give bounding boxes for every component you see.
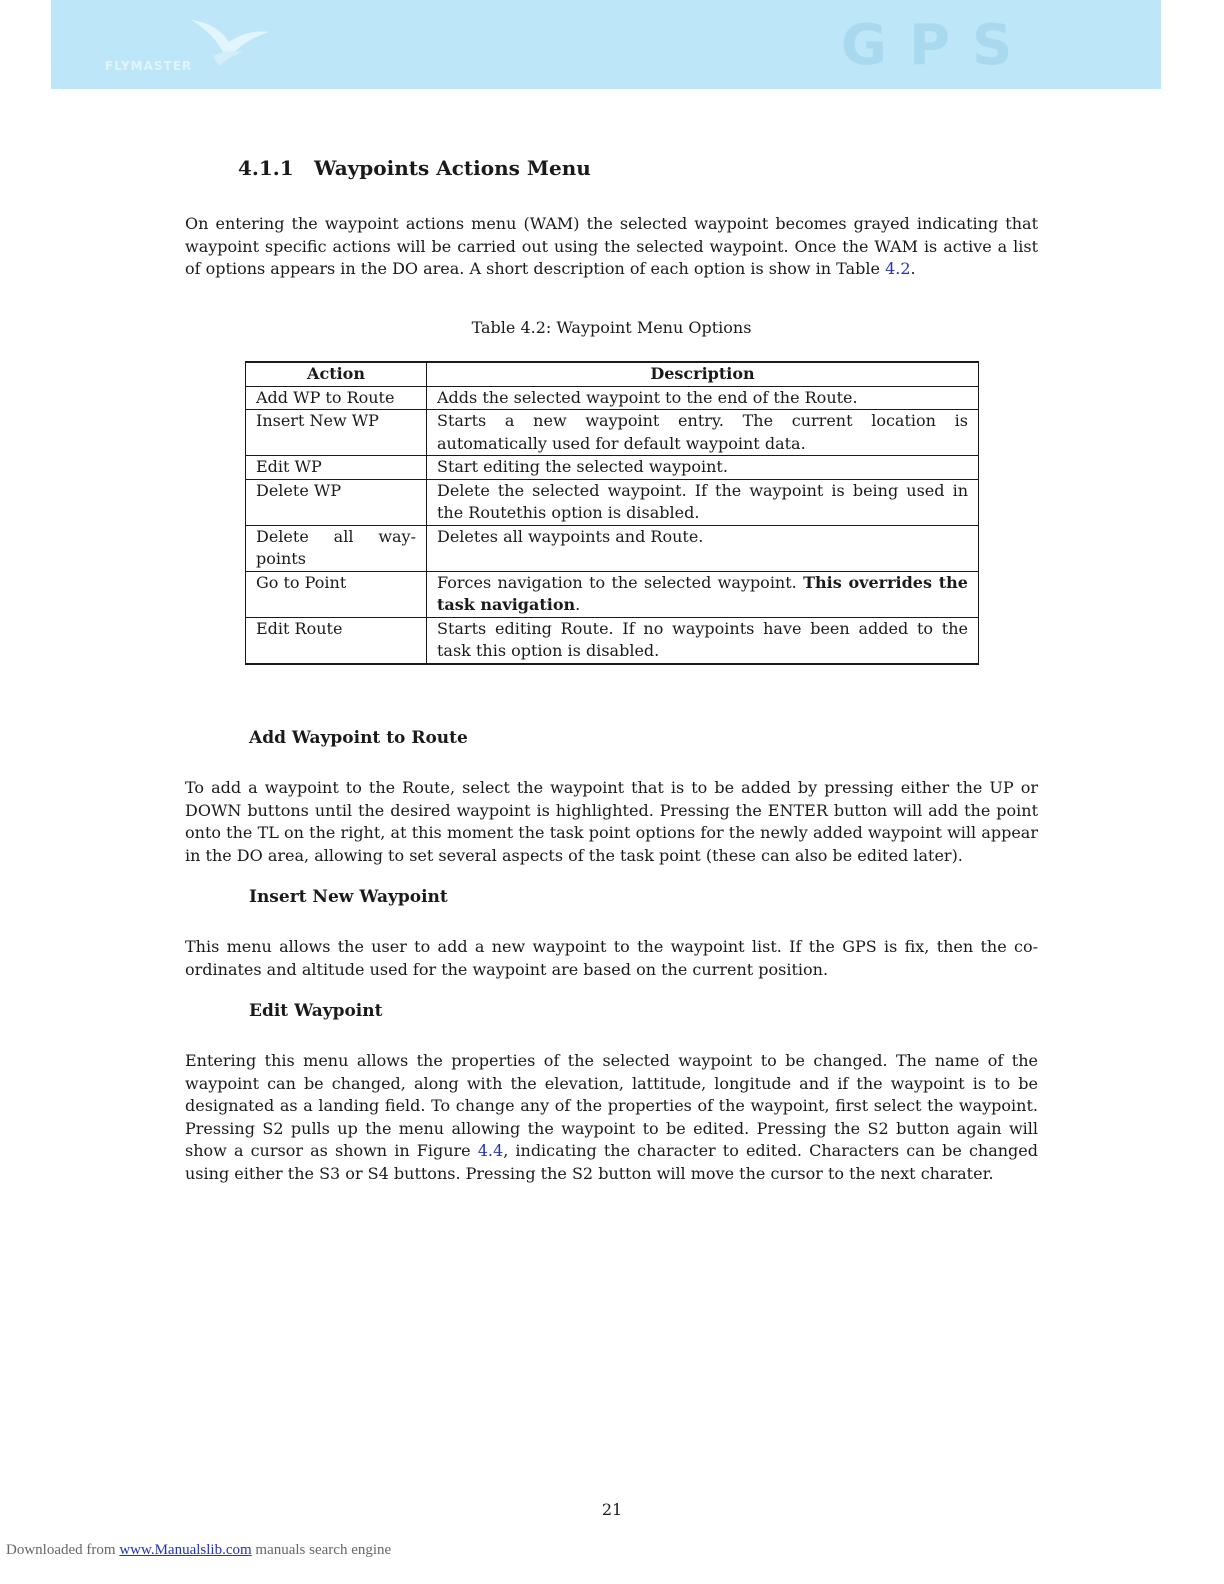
table-row	[246, 617, 979, 664]
insert-waypoint-paragraph: This menu allows the user to add a new waypoint to the waypoint list. If the GPS is fix, then the co-ordinates and altitude used for the waypoint are based on the current position.	[185, 937, 1038, 979]
table-row	[246, 456, 979, 480]
footer-prefix: Downloaded from	[6, 1542, 120, 1558]
add-waypoint-heading: Add Waypoint to Route	[249, 728, 468, 748]
figure-reference-link[interactable]: 4.4	[477, 1141, 504, 1160]
row-action: Go to Point	[246, 571, 427, 617]
edit-waypoint-text: Entering this menu allows the properties of the selected waypoint to be changed. The name of the waypoint can be changed, along with the elevation, lattitude, longitude and if the waypoint is to be designated as a landing field. To change any of the properties of the waypoint, first select the waypoint. Pressing S2 pulls up the menu allowing the waypoint to be edited. Pressing the S2 button again will show a cursor as shown in Figure	[185, 1051, 1038, 1160]
section-title: Waypoints Actions Menu	[314, 156, 591, 180]
row-description: Deletes all waypoints and Route.	[427, 525, 979, 571]
manualslib-link[interactable]: www.Manualslib.com	[119, 1542, 252, 1558]
table-row	[246, 525, 979, 571]
gps-mark-text: GPS	[841, 13, 1035, 78]
row-description: Starts editing Route. If no waypoints have been added to the task this option is disabled.	[427, 617, 979, 664]
row-action: Insert New WP	[246, 410, 427, 456]
brand-name: FLYMASTER	[105, 59, 193, 73]
table-row	[246, 479, 979, 525]
row-action: Delete all way-points	[246, 525, 427, 571]
row-description-end: .	[575, 595, 581, 614]
row-action: Add WP to Route	[246, 386, 427, 410]
row-description: Starts a new waypoint entry. The current location is automatically used for default waypoint data.	[427, 410, 979, 456]
section-heading	[238, 156, 591, 180]
row-action: Edit WP	[246, 456, 427, 480]
row-description: Adds the selected waypoint to the end of the Route.	[427, 386, 979, 410]
page-number: 21	[601, 1500, 623, 1519]
table-row	[246, 410, 979, 456]
row-action: Edit Route	[246, 617, 427, 664]
table-caption: Table 4.2: Waypoint Menu Options	[471, 318, 752, 337]
table-row	[246, 386, 979, 410]
gps-product-mark	[841, 13, 1111, 78]
row-description-bold: This overrides the task navigation	[437, 572, 968, 614]
header-description: Description	[427, 362, 979, 386]
row-description-text: Forces navigation to the selected waypoint.	[437, 572, 804, 592]
section-number: 4.1.1	[238, 156, 294, 180]
footer-suffix: manuals search engine	[251, 1542, 392, 1558]
table-reference-link[interactable]: 4.2	[885, 259, 911, 278]
row-description: Delete the selected waypoint. If the waypoint is being used in the Routethis option is disabled.	[427, 479, 979, 525]
intro-paragraph	[185, 213, 1038, 281]
insert-waypoint-heading: Insert New Waypoint	[249, 887, 448, 907]
table-row	[246, 571, 979, 617]
download-footer	[6, 1542, 391, 1559]
waypoint-menu-options-table	[245, 361, 979, 665]
intro-text: On entering the waypoint actions menu (WAM) the selected waypoint becomes grayed indicating that waypoint specific actions will be carried out using the selected waypoint. Once the WAM is active a list of options appears in the DO area. A short description of each option is show in Table	[185, 214, 1038, 278]
row-description	[427, 571, 979, 617]
edit-waypoint-heading: Edit Waypoint	[249, 1001, 383, 1021]
header-banner	[51, 0, 1161, 89]
edit-waypoint-text-end: , indicating the character to edited. Characters can be changed using either the S3 or S4 buttons. Pressing the S2 button will move the cursor to the next charater.	[185, 1141, 1039, 1183]
edit-waypoint-paragraph	[185, 1050, 1038, 1185]
row-description: Start editing the selected waypoint.	[427, 456, 979, 480]
header-action: Action	[246, 362, 427, 386]
row-action: Delete WP	[246, 479, 427, 525]
intro-text-end: .	[910, 259, 916, 278]
table-header-row	[246, 362, 979, 386]
add-waypoint-paragraph: To add a waypoint to the Route, select the waypoint that is to be added by pressing either the UP or DOWN buttons until the desired waypoint is highlighted. Pressing the ENTER button will add the point onto the TL on the right, at this moment the task point options for the newly added waypoint will appear in the DO area, allowing to set several aspects of the task point (these can also be edited later).	[185, 778, 1038, 865]
